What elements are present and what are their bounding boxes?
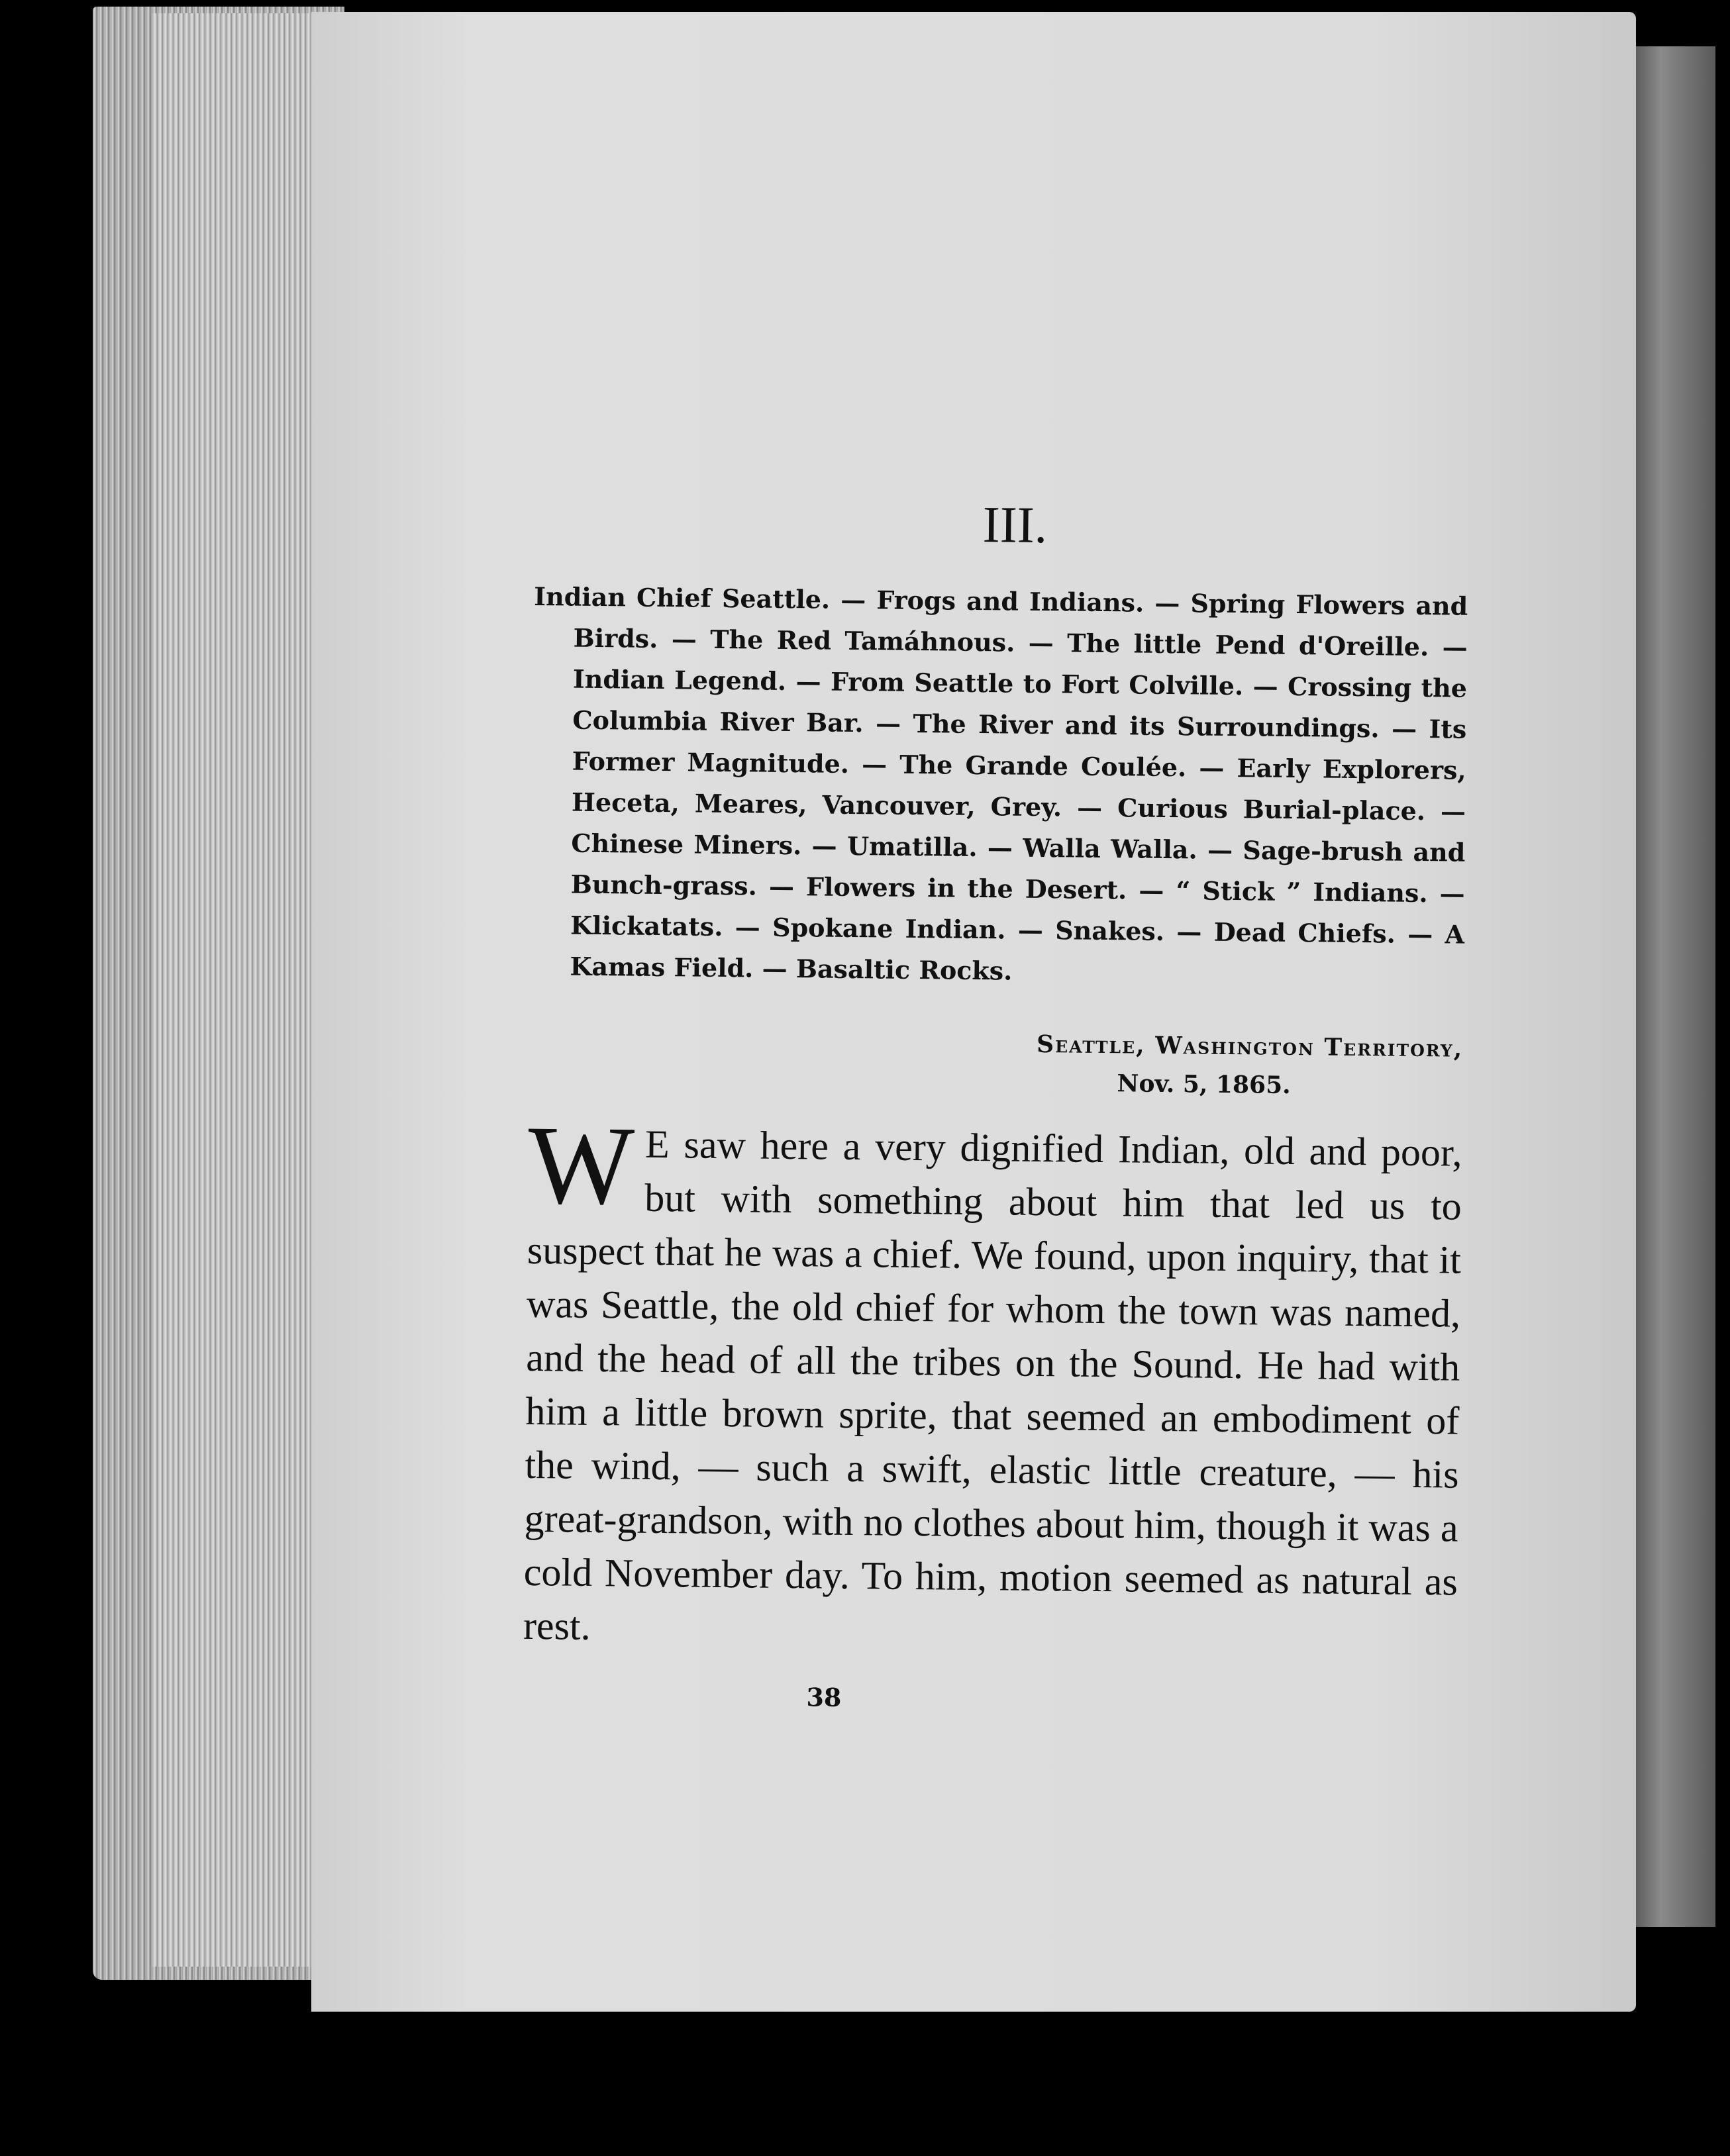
dateline-date: Nov. 5, 1865. (1117, 1069, 1291, 1099)
chapter-synopsis: Indian Chief Seattle. — Frogs and Indians. — Spring Flowers and Birds. — The Red Tamáhnous. — The little Pend d'Oreille. — Indian Legend. — From Seattle to Fort Colville. — Crossing the Columbia River Bar. — The River and its Surroundings. — Its Former Magnitude. — The Grande Coulée. — Early Explorers, Heceta, Meares, Vancouver, Grey. — Curious Burial-place. — Chinese Miners. — Umatilla. — Walla Walla. — Sage-brush and Bunch-grass. — Flowers in the Desert. — “ Stick ” Indians. — Klickatats. — Spokane Indian. — Snakes. — Dead Chiefs. — A Kamas Field. — Basaltic Rocks. (534, 581, 1468, 986)
body-paragraph (523, 1102, 1462, 1663)
left-page-edges-inner (152, 13, 325, 1967)
dateline (529, 1020, 1463, 1106)
drop-cap: W (527, 1102, 635, 1228)
dateline-place: Seattle, Washington Territory, (1036, 1030, 1464, 1063)
body-text: E saw here a very dignified Indian, old and poor, but with something about him that led us to suspect that he was a chief. We found, upon inquiry, that it was Seattle, the old chief for whom the town was named, and the head of all the tribes on the Sound. He had with him a little brown sprite, that seemed an embodiment of the wind, — such a swift, elastic little creature, — his great-grandson, with no clothes about him, though it was a cold November day. To him, motion seemed as natural as rest. (523, 1122, 1462, 1648)
page-number: 38 (806, 1682, 842, 1712)
page-content (523, 490, 1469, 1719)
chapter-numeral: III. (982, 495, 1048, 554)
